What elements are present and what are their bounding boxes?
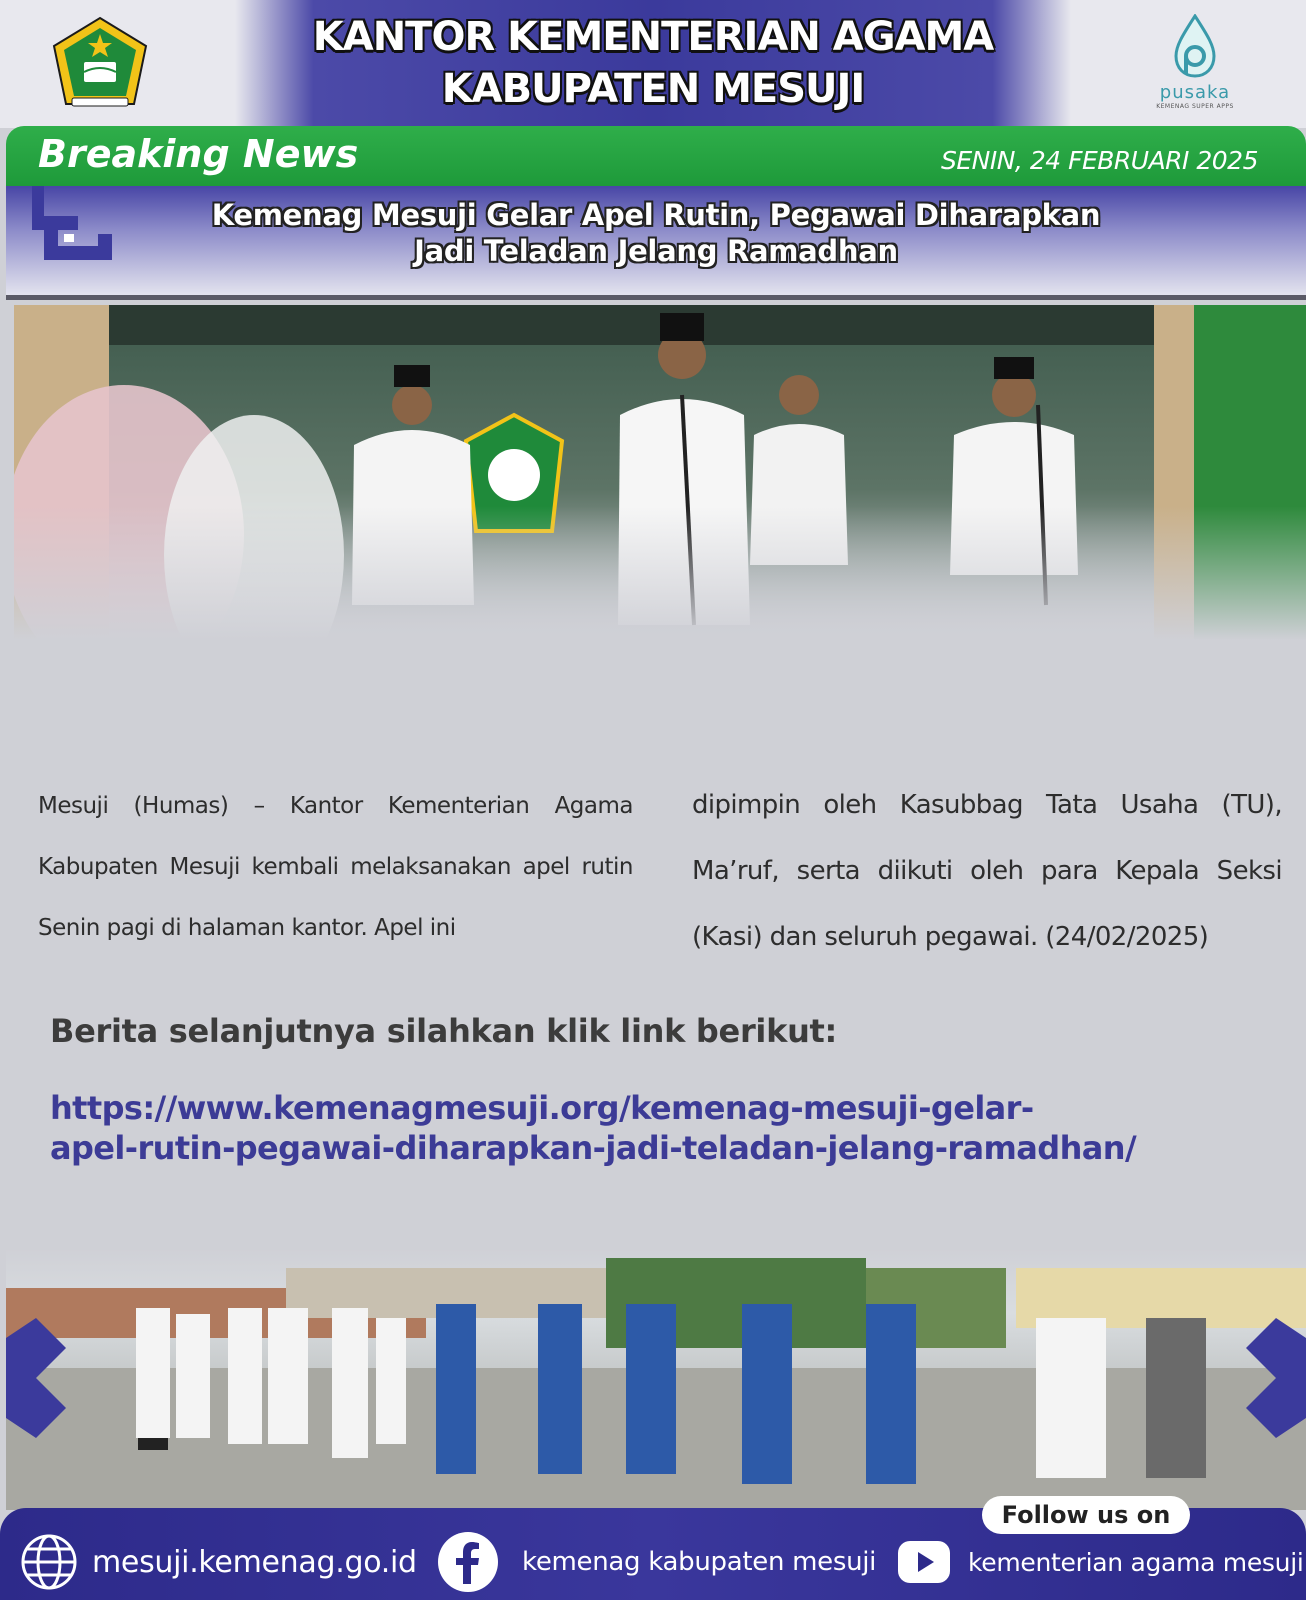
officials-photo [14, 305, 1306, 640]
breaking-news-label: Breaking News [38, 132, 359, 176]
headline-band [6, 186, 1306, 300]
header-title-line1: KANTOR KEMENTERIAN AGAMA [312, 14, 994, 60]
website-text: mesuji.kemenag.go.id [92, 1544, 417, 1580]
breaking-news-bar [6, 126, 1306, 186]
article-link-line2[interactable]: apel-rutin-pegawai-diharapkan-jadi-teladan-jelang-ramadhan/ [50, 1129, 1137, 1167]
facebook-icon [436, 1530, 500, 1594]
article-link-line1[interactable]: https://www.kemenagmesuji.org/kemenag-mesuji-gelar- [50, 1089, 1034, 1127]
follow-us-badge: Follow us on [982, 1496, 1190, 1534]
article-body-left: Mesuji (Humas) – Kantor Kementerian Agama Kabupaten Mesuji kembali melaksanakan apel rutin Senin pagi di halaman kantor. Apel ini [38, 793, 633, 941]
globe-icon [20, 1533, 78, 1591]
read-more-text: Berita selanjutnya silahkan klik link berikut: [50, 1012, 838, 1050]
ceremony-photo [6, 1248, 1306, 1510]
youtube-text: kementerian agama mesuji [968, 1547, 1304, 1577]
top-photo [14, 305, 1306, 640]
headline-line2: Jadi Teladan Jelang Ramadhan [414, 234, 898, 268]
facebook-text: kemenag kabupaten mesuji [522, 1547, 877, 1577]
pusaka-drop-icon [1172, 14, 1218, 78]
pusaka-name: pusaka [1159, 82, 1231, 103]
headline-line1: Kemenag Mesuji Gelar Apel Rutin, Pegawai Diharapkan [211, 198, 1101, 232]
article-link[interactable] [50, 1088, 1290, 1168]
facebook-link[interactable] [436, 1530, 876, 1594]
pusaka-tagline: KEMENAG SUPER APPS [1156, 103, 1234, 110]
youtube-link[interactable] [896, 1530, 1304, 1594]
header-banner [0, 0, 1306, 128]
bottom-photo [6, 1248, 1306, 1510]
youtube-icon [896, 1539, 952, 1585]
news-date: SENIN, 24 FEBRUARI 2025 [940, 146, 1258, 175]
ornament-icon [28, 186, 118, 266]
header-title-line2: KABUPATEN MESUJI [441, 66, 865, 112]
pusaka-logo [1150, 14, 1240, 114]
website-link[interactable] [20, 1530, 417, 1594]
article-body-right: dipimpin oleh Kasubbag Tata Usaha (TU), Ma’ruf, serta diikuti oleh para Kepala Seksi (Kasi) dan seluruh pegawai. (24/02/2025) [692, 790, 1282, 952]
